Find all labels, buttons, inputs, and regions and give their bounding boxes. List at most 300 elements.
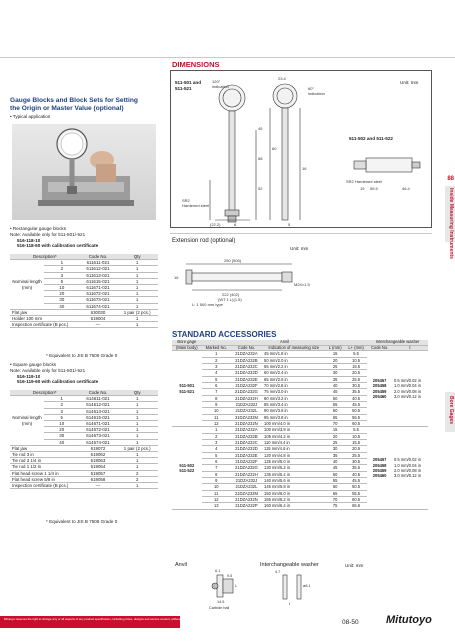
rect-footnote: * Equivalent to JIS B 7506 Grade 0 xyxy=(46,353,118,358)
marked-no: 5 xyxy=(202,452,231,458)
row-description: Flat jaw xyxy=(10,445,80,451)
bottom-unit: Unit: mm xyxy=(345,563,364,568)
length-L: 30 xyxy=(325,370,344,376)
rect-code-1: 516-118-10 xyxy=(17,237,41,243)
col-description: Description* xyxy=(10,390,80,396)
row-length: 2 xyxy=(44,266,80,272)
col-washer: Interchangeable washer xyxy=(367,340,428,345)
dim-label-sr2: SR2 xyxy=(182,198,190,203)
length-L: 35 xyxy=(325,452,344,458)
row-code: 614671-021 xyxy=(80,421,117,427)
washer-codes xyxy=(367,351,392,427)
col-bore2: (Main body) xyxy=(172,345,202,351)
marked-no: 12 xyxy=(202,497,231,503)
marked-no: 13 xyxy=(202,503,231,509)
mid-rule xyxy=(170,233,432,234)
model-b-label: 511-502 and 511-522 xyxy=(349,136,393,141)
row-description: Inspection certificate (B pcs.) xyxy=(10,322,80,328)
row-qty: 1 xyxy=(116,266,158,272)
washer-t-3: 2.0 mm/0.08 in xyxy=(393,468,422,474)
length-L: 45 xyxy=(325,465,344,471)
row-length: 5 xyxy=(44,278,80,284)
indication: 115 mm/4.6 in xyxy=(262,446,325,452)
length-L: 65 xyxy=(325,414,344,420)
row-length: 1 xyxy=(44,396,80,402)
dim-label-46: 46.4 xyxy=(402,186,410,191)
model-line-2: 511-521 xyxy=(179,388,195,394)
row-description: Tie rod 1 1/2 in xyxy=(10,464,80,470)
indication: 90 mm/3.6 in xyxy=(262,408,325,414)
marked-no: 5 xyxy=(202,376,231,382)
length-Lmin: 15.5 xyxy=(345,440,367,446)
length-L: 15 xyxy=(325,427,344,433)
row-qty: 1 xyxy=(116,291,158,297)
extension-rod-drawing xyxy=(172,256,312,312)
anvil-dim-4: 14.5 xyxy=(217,600,225,604)
row-qty: 2 xyxy=(116,470,158,476)
washer-dim-2: ø8.1 xyxy=(303,584,311,588)
length-Lmin: 60.5 xyxy=(345,420,367,426)
row-length: 20 xyxy=(44,291,80,297)
marked-no: 8 xyxy=(202,471,231,477)
anvil-dim-3: L xyxy=(235,584,238,588)
anvil-code: 21DZA232H xyxy=(231,471,262,477)
indication: 105 mm/4.2 in xyxy=(262,433,325,439)
length-L: 50 xyxy=(325,471,344,477)
rect-gauge-table xyxy=(10,254,158,328)
washer-t-1: 0.5 mm/0.02 in xyxy=(393,457,422,463)
row-qty: 1 xyxy=(116,439,158,445)
length-Lmin: 40.5 xyxy=(345,395,367,401)
rect-header: • Rectangular gauge blocks xyxy=(10,226,67,231)
anvil-label: Anvil xyxy=(175,562,187,568)
row-length: 40 xyxy=(44,303,80,309)
length-Lmin: 45.5 xyxy=(345,478,367,484)
indication: 70 mm/2.8 in xyxy=(262,382,325,388)
length-Lmin: 65.5 xyxy=(345,503,367,509)
anvil-code: 21DZA232F xyxy=(231,382,262,388)
row-qty: 1 xyxy=(116,272,158,278)
marked-no: 1 xyxy=(202,351,231,357)
row-code: 611613-021 xyxy=(80,272,117,278)
indication: 45 mm/1.8 in xyxy=(262,351,325,357)
top-rule xyxy=(0,57,455,58)
dim-label-52: 52 xyxy=(258,186,263,191)
row-code: 619063 xyxy=(80,458,117,464)
anvil-code: 21DZA232C xyxy=(231,363,262,369)
dimensions-title: DIMENSIONS xyxy=(172,60,220,69)
length-L: 30 xyxy=(325,446,344,452)
length-L: 55 xyxy=(325,478,344,484)
anvil-code: 21DZA232D xyxy=(231,446,262,452)
row-description: Tie rod 3 in xyxy=(10,452,80,458)
anvil-code: 21DZA232L xyxy=(231,408,262,414)
dim-label-60b: 60 xyxy=(272,146,277,151)
row-code: 619004 xyxy=(80,316,117,322)
col-Lmin: L+ (mm) xyxy=(345,345,367,351)
sq-code-1: 516-119-10 xyxy=(17,373,41,379)
anvil-code: 21DZA232H xyxy=(231,395,262,401)
anvil-code: 21DZA232A xyxy=(231,427,262,433)
row-code: 614615-021 xyxy=(80,414,117,420)
row-qty: 1 xyxy=(116,402,158,408)
col-qty: Qty xyxy=(116,390,158,396)
col-L: L (mm) xyxy=(325,345,344,351)
row-length: 30 xyxy=(44,297,80,303)
row-code: 611615-021 xyxy=(80,278,117,284)
washer-thickness xyxy=(392,351,428,427)
anvil-code: 21DZA232G xyxy=(231,389,262,395)
indication: 80 mm/3.2 in xyxy=(262,395,325,401)
table-row xyxy=(10,322,158,328)
indication: 110 mm/4.4 in xyxy=(262,440,325,446)
rect-table-body xyxy=(10,260,158,328)
anvil-code: 21DZA232L xyxy=(231,484,262,490)
anvil-washer-drawing xyxy=(205,567,335,611)
row-length: 2 xyxy=(44,402,80,408)
length-Lmin: 50.5 xyxy=(345,484,367,490)
row-code: 611674-021 xyxy=(80,303,117,309)
rect-gauge-notes xyxy=(10,226,160,249)
sq-footnote: * Equivalent to JIS B 7506 Grade 0 xyxy=(46,519,118,524)
sq-header: • Square gauge blocks xyxy=(10,362,57,367)
dim-label-45: 45 xyxy=(258,126,263,131)
row-code: 614612-021 xyxy=(80,402,117,408)
length-L: 75 xyxy=(325,503,344,509)
col-code: Code No. xyxy=(80,254,117,260)
row-code: 614613-021 xyxy=(80,408,117,414)
length-Lmin: 40.5 xyxy=(345,471,367,477)
row-code: 614674-021 xyxy=(80,439,117,445)
length-L: 70 xyxy=(325,497,344,503)
indication: 60 mm/2.4 in xyxy=(262,370,325,376)
dim-label-6: 6 xyxy=(234,222,237,227)
row-qty: 1 xyxy=(116,297,158,303)
washer-t-3: 2.0 mm/0.08 in xyxy=(393,388,422,394)
washer-code-1: 205457 xyxy=(372,457,387,463)
row-qty: 1 xyxy=(116,396,158,402)
dim-label-60: 60° xyxy=(308,86,315,91)
anvil-code: 21DZA232C xyxy=(231,440,262,446)
row-length: 30 xyxy=(44,433,80,439)
dim-label-55: 55.5 xyxy=(370,186,378,191)
anvil-dim-1: 6.1 xyxy=(215,569,221,573)
marked-no: 11 xyxy=(202,490,231,496)
row-length: 5 xyxy=(44,414,80,420)
washer-t-2: 1.0 mm/0.04 in xyxy=(393,462,422,468)
indication: 135 mm/5.4 in xyxy=(262,471,325,477)
carbide-label: Carbide ball xyxy=(209,606,230,610)
marked-no: 3 xyxy=(202,363,231,369)
sq-gauge-notes xyxy=(10,362,160,385)
indication: 55 mm/2.2 in xyxy=(262,363,325,369)
row-qty: 1 xyxy=(116,427,158,433)
indication: 95 mm/3.8 in xyxy=(262,414,325,420)
length-L: 45 xyxy=(325,389,344,395)
indication: 100 mm/4.0 in xyxy=(262,420,325,426)
washer-dim-1: 4.7 xyxy=(275,570,281,574)
marked-no: 12 xyxy=(202,420,231,426)
anvil-dim-2: 9.5 xyxy=(227,574,233,578)
washer-code-1: 205457 xyxy=(372,378,387,384)
indication: 150 mm/6.0 in xyxy=(262,490,325,496)
side-page-number: 88 xyxy=(447,176,454,182)
length-L: 25 xyxy=(325,363,344,369)
dim-label-indication: indication xyxy=(212,84,229,89)
dim-label-16: 16 xyxy=(302,166,307,171)
marked-no: 9 xyxy=(202,478,231,484)
anvil-code: 21DZA232M xyxy=(231,490,262,496)
indication: 100 mm/3.9 in xyxy=(262,427,325,433)
length-L: 55 xyxy=(325,401,344,407)
row-code: 611612-021 xyxy=(80,266,117,272)
row-length: 10 xyxy=(44,285,80,291)
row-qty: 2 xyxy=(116,476,158,482)
indication: 160 mm/6.4 in xyxy=(262,503,325,509)
footer-brand-logo: Mitutoyo xyxy=(386,614,432,626)
row-qty: 1 xyxy=(116,408,158,414)
anvil-code: 21DZA232E xyxy=(231,452,262,458)
row-code: 619057 xyxy=(80,470,117,476)
anvil-code: 21DZA232B xyxy=(231,433,262,439)
nominal-length-label: Nominal length (mm) xyxy=(10,396,44,446)
marked-no: 8 xyxy=(202,395,231,401)
model-a-line2: 511-521 xyxy=(175,85,192,91)
length-L: 40 xyxy=(325,459,344,465)
length-Lmin: 30.5 xyxy=(345,459,367,465)
ext-dim-right: M24×1.5 xyxy=(294,282,310,287)
dim-label-indication2: indication xyxy=(308,91,325,96)
bore-gage-drawing xyxy=(170,70,432,228)
row-code: 611673-021 xyxy=(80,297,117,303)
length-Lmin: 55.5 xyxy=(345,490,367,496)
indication: 125 mm/5.0 in xyxy=(262,459,325,465)
length-L: 40 xyxy=(325,382,344,388)
dim-label-hardened: Hardened steel xyxy=(182,203,210,208)
footer-page-number: 08-50 xyxy=(342,619,359,626)
accessories-group-1 xyxy=(172,351,428,427)
rect-note: Note: Available only for 511-501/-521 xyxy=(10,231,86,237)
washer-dim-3: t xyxy=(289,602,291,606)
row-code: 614672-021 xyxy=(80,427,117,433)
row-length: 1 xyxy=(44,260,80,266)
row-description: Tie rod 3 1/4 in xyxy=(10,458,80,464)
anvil-code: 21DZA232N xyxy=(231,420,262,426)
col-marked: Marked No. xyxy=(202,345,231,351)
row-code: 614611-021 xyxy=(80,396,117,402)
col-anvil-code: Code No. xyxy=(231,345,262,351)
row-description: Holder 100 mm xyxy=(10,316,80,322)
length-L: 35 xyxy=(325,376,344,382)
length-Lmin: 25.5 xyxy=(345,376,367,382)
model-line-1: 511-502 xyxy=(179,462,195,468)
washer-t-4: 3.0 mm/0.12 in xyxy=(393,473,422,479)
row-code: 611672-021 xyxy=(80,291,117,297)
dimensions-unit: Unit: mm xyxy=(400,80,419,85)
row-code: 619064 xyxy=(80,464,117,470)
washer-t-1: 0.5 mm/0.02 in xyxy=(393,378,422,384)
length-L: 20 xyxy=(325,357,344,363)
row-length: 40 xyxy=(44,439,80,445)
length-Lmin: 35.5 xyxy=(345,389,367,395)
dim-label-19: 19 xyxy=(360,186,365,191)
marked-no: 4 xyxy=(202,446,231,452)
model-line-1: 511-501 xyxy=(179,383,195,389)
indication: 65 mm/2.6 in xyxy=(262,376,325,382)
side-tab-top-text: Inside Measuring Instruments xyxy=(448,188,454,259)
accessories-table xyxy=(172,340,428,510)
length-Lmin: 20.5 xyxy=(345,446,367,452)
sq-code-2: 516-119-60 with calibration certificate xyxy=(17,379,99,385)
sq-note: Note: Available only for 511-501/-521 xyxy=(10,367,86,373)
marked-no: 2 xyxy=(202,433,231,439)
row-code: 614673-021 xyxy=(80,433,117,439)
row-code: 619058 xyxy=(80,476,117,482)
marked-no: 11 xyxy=(202,414,231,420)
indication: 75 mm/3.0 in xyxy=(262,389,325,395)
row-length: 10 xyxy=(44,421,80,427)
length-Lmin: 20.5 xyxy=(345,370,367,376)
anvil-code: 21DZA232F xyxy=(231,459,262,465)
table-row xyxy=(10,483,158,489)
length-L: 50 xyxy=(325,395,344,401)
row-qty: 1 xyxy=(116,316,158,322)
row-qty: 1 pair (2 pcs.) xyxy=(116,309,158,315)
anvil-code: 21DZA232J xyxy=(231,401,262,407)
indication: 50 mm/2.0 in xyxy=(262,357,325,363)
washer-codes xyxy=(367,427,392,509)
row-description: Inspection certificate (B pcs.) xyxy=(10,483,80,489)
length-Lmin: 10.5 xyxy=(345,433,367,439)
row-description: Flat head screw 5/8 in xyxy=(10,476,80,482)
length-Lmin: 30.5 xyxy=(345,382,367,388)
row-code: — xyxy=(80,322,117,328)
anvil-code: 21DZA232A xyxy=(231,351,262,357)
ext-dim-mid: 222 (402) xyxy=(222,292,240,297)
col-qty: Qty xyxy=(116,254,158,260)
indication: 85 mm/3.4 in xyxy=(262,401,325,407)
length-Lmin: 10.5 xyxy=(345,357,367,363)
row-code: 611611-021 xyxy=(80,260,117,266)
nominal-length-label: Nominal length (mm) xyxy=(10,260,44,310)
marked-no: 9 xyxy=(202,401,231,407)
row-length: 3 xyxy=(44,408,80,414)
extension-unit: Unit: mm xyxy=(290,246,309,251)
anvil-code: 21DZA232P xyxy=(231,503,262,509)
anvil-code: 21DZA232G xyxy=(231,465,262,471)
extension-title: Extension rod (optional) xyxy=(172,238,236,244)
washer-label: Interchangeable washer xyxy=(260,562,319,568)
indication: 145 mm/5.8 in xyxy=(262,484,325,490)
length-Lmin: 25.5 xyxy=(345,452,367,458)
ext-dim-left: 16 xyxy=(174,275,179,280)
anvil-code: 21DZA232J xyxy=(231,478,262,484)
indication: 140 mm/5.6 in xyxy=(262,478,325,484)
marked-no: 10 xyxy=(202,484,231,490)
row-length: 20 xyxy=(44,427,80,433)
row-description: Flat jaw xyxy=(10,309,80,315)
ext-note: L: 1 500 mm type xyxy=(192,302,223,307)
washer-code-3: 205459 xyxy=(372,388,387,394)
col-code: Code No. xyxy=(80,390,117,396)
length-Lmin: 5.5 xyxy=(345,427,367,433)
anvil-code: 21DZA232M xyxy=(231,414,262,420)
row-description: Flat head screw 1 1/4 in xyxy=(10,470,80,476)
col-description: Description* xyxy=(10,254,80,260)
length-L: 65 xyxy=(325,490,344,496)
row-qty: 1 xyxy=(116,452,158,458)
row-code: 611671-021 xyxy=(80,285,117,291)
col-t: t xyxy=(392,345,428,351)
model-a-line1: 511-501 and xyxy=(175,80,202,85)
marked-no: 7 xyxy=(202,465,231,471)
length-Lmin: 45.5 xyxy=(345,401,367,407)
gauge-title-line1: Gauge Blocks and Block Sets for Setting xyxy=(10,97,138,104)
row-qty: 1 xyxy=(116,322,158,328)
marked-no: 4 xyxy=(202,370,231,376)
length-Lmin: 5.5 xyxy=(345,351,367,357)
bore-gage-model xyxy=(172,351,202,427)
application-photo xyxy=(12,124,156,220)
sq-table-body xyxy=(10,396,158,489)
washer-thickness xyxy=(392,427,428,509)
accessories-title: STANDARD ACCESSORIES xyxy=(172,330,277,339)
anvil-code: 21DZA232D xyxy=(231,370,262,376)
row-qty: 1 xyxy=(116,483,158,489)
length-L: 60 xyxy=(325,408,344,414)
marked-no: 2 xyxy=(202,357,231,363)
row-qty: 1 xyxy=(116,303,158,309)
anvil-code: 21DZA232E xyxy=(231,376,262,382)
length-L: 25 xyxy=(325,440,344,446)
washer-code-4: 205460 xyxy=(372,394,387,400)
row-qty: 1 pair (2 pcs.) xyxy=(116,445,158,451)
length-Lmin: 55.5 xyxy=(345,414,367,420)
row-code: 619072 xyxy=(80,445,117,451)
washer-code-4: 205460 xyxy=(372,473,387,479)
marked-no: 6 xyxy=(202,382,231,388)
washer-code-2: 205458 xyxy=(372,383,387,389)
washer-code-2: 205458 xyxy=(372,462,387,468)
gauge-blocks-title xyxy=(10,97,160,120)
row-code: 619062 xyxy=(80,452,117,458)
row-qty: 1 xyxy=(116,464,158,470)
anvil-code: 21DZA232B xyxy=(231,357,262,363)
footer-disclaimer: Mitutoyo reserves the right to change any or all aspects of any product specification, including prices, designs and service content, without notice. xyxy=(4,617,190,621)
length-L: 70 xyxy=(325,420,344,426)
dim-label-68: 68 xyxy=(258,156,263,161)
row-code: 630030 xyxy=(80,309,117,315)
dim-label-23-4: 23.4 xyxy=(278,76,286,81)
model-line-2: 511-522 xyxy=(179,468,195,474)
photo-illustration xyxy=(12,124,156,220)
washer-t-4: 3.0 mm/0.12 in xyxy=(393,394,422,400)
marked-no: 10 xyxy=(202,408,231,414)
bore-gage-model xyxy=(172,427,202,509)
col-washer-code: Code No. xyxy=(367,345,392,351)
row-qty: 1 xyxy=(116,421,158,427)
accessories-group-2 xyxy=(172,427,428,509)
sq-gauge-table xyxy=(10,390,158,489)
washer-t-2: 1.0 mm/0.04 in xyxy=(393,383,422,389)
marked-no: 6 xyxy=(202,459,231,465)
row-qty: 1 xyxy=(116,285,158,291)
length-Lmin: 50.5 xyxy=(345,408,367,414)
indication: 130 mm/5.2 in xyxy=(262,465,325,471)
typical-application-label: • Typical application xyxy=(10,114,51,119)
row-length: 3 xyxy=(44,272,80,278)
col-indication: Indication of measuring size xyxy=(262,345,325,351)
